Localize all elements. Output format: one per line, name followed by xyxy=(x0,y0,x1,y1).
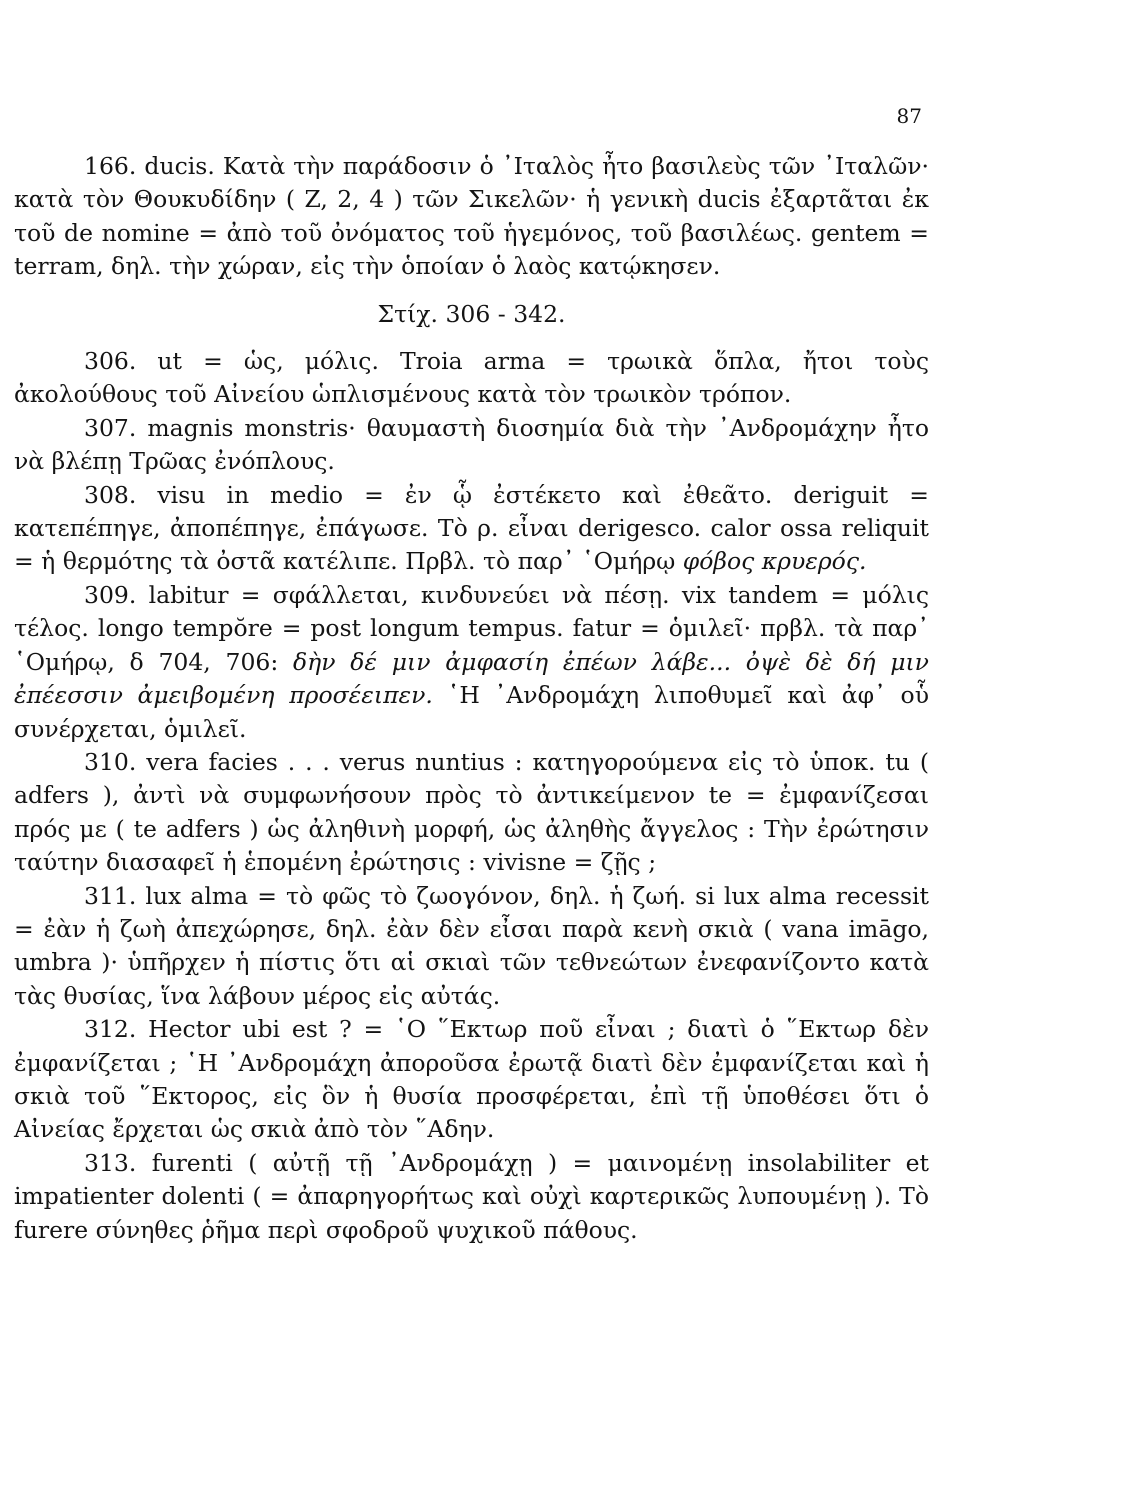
note-308 xyxy=(14,479,929,579)
page-number: 87 xyxy=(896,104,922,128)
note-310: 310. vera facies . . . verus nuntius : κατηγορούμενα εἰς τὸ ὑποκ. tu ( adfers ), ἀντὶ νὰ συμφωνήσουν πρὸς τὸ ἀντικείμενον te = ἐμφανίζεσαι πρός με ( te adfers ) ὡς ἀληθινὴ μορφή, ὡς ἀληθὴς ἄγγελος : Τὴν ἐρώτησιν ταύτην διασαφεῖ ἡ ἑπομένη ἐρώτησις : vivisne = ζῇς ; xyxy=(14,747,929,877)
note-311: 311. lux alma = τὸ φῶς τὸ ζωογόνον, δηλ. ἡ ζωή. si lux alma recessit = ἐὰν ἡ ζωὴ ἀπεχώρησε, δηλ. ἐὰν δὲν εἶσαι παρὰ κενὴ σκιὰ ( vana imāgo, umbra )· ὑπῆρχεν ἡ πίστις ὅτι αἱ σκιαὶ τῶν τεθνεώτων ἐνεφανίζοντο κατὰ τὰς θυσίας, ἵνα λάβουν μέρος εἰς αὐτάς. xyxy=(14,881,929,1010)
commentary-body xyxy=(14,150,929,1247)
note-307: 307. magnis monstris· θαυμαστὴ διοσημία διὰ τὴν ᾿Ανδρομάχην ἦτο νὰ βλέπῃ Τρῶας ἐνόπλους. xyxy=(14,413,929,476)
note-308-quote: φόβος κρυερός. xyxy=(682,547,867,576)
note-166: 166. ducis. Κατὰ τὴν παράδοσιν ὁ ᾿Ιταλὸς ἦτο βασιλεὺς τῶν ᾿Ιταλῶν· κατὰ τὸν Θουκυδίδην ( Z, 2, 4 ) τῶν Σικελῶν· ἡ γενικὴ ducis ἐξαρτᾶται ἐκ τοῦ de nomine = ἀπὸ τοῦ ὀνόματος τοῦ ἡγεμόνος, τοῦ βασιλέως. gentem = terram, δηλ. τὴν χώραν, εἰς τὴν ὁποίαν ὁ λαὸς κατῴκησεν. xyxy=(14,152,929,281)
note-309-tail: ῾Η ᾿Ανδρομάχη λιποθυμεῖ καὶ ἀφ᾿ οὗ συνέρχεται, ὁμιλεῖ. xyxy=(14,681,929,743)
note-309-quote: δὴν δέ μιν ἀμφασίη ἐπέων λάβε... ὀψὲ δὲ δή μιν ἐπέεσσιν ἀμειβομένη προσέειπεν. xyxy=(14,647,929,710)
note-313: 313. furenti ( αὐτῇ τῇ ᾿Ανδρομάχῃ ) = μαινομένῃ insolabiliter et impatienter dolenti ( = ἀπαρηγορήτως καὶ οὐχὶ καρτερικῶς λυπουμένῃ ). Τὸ furere σύνηθες ῥῆμα περὶ σφοδροῦ ψυχικοῦ πάθους. xyxy=(14,1148,929,1244)
section-heading: Στίχ. 306 - 342. xyxy=(377,299,566,328)
note-309 xyxy=(14,579,929,746)
note-312: 312. Hector ubi est ? = ῾Ο ῞Εκτωρ ποῦ εἶναι ; διατὶ ὁ ῞Εκτωρ δὲν ἐμφανίζεται ; ῾Η ᾿Ανδρομάχη ἀποροῦσα ἐρωτᾷ διατὶ δὲν ἐμφανίζεται καὶ ἡ σκιὰ τοῦ ῞Εκτορος, εἰς ὃν ἡ θυσία προσφέρεται, ἐπὶ τῇ ὑποθέσει ὅτι ὁ Αἰνείας ἔρχεται ὡς σκιὰ ἀπὸ τὸν ῞Αδην. xyxy=(14,1015,929,1144)
note-306: 306. ut = ὡς, μόλις. Troia arma = τρωικὰ ὅπλα, ἤτοι τοὺς ἀκολούθους τοῦ Αἰνείου ὡπλισμένους κατὰ τὸν τρωικὸν τρόπον. xyxy=(14,347,929,409)
note-309-text: 309. labitur = σφάλλεται, κινδυνεύει νὰ πέσῃ. vix tandem = μόλις τέλος. longo tempŏre = post longum tempus. fatur = ὁμιλεῖ· πρβλ. τὰ παρ᾿ ῾Ομήρῳ, δ 704, 706: xyxy=(14,580,929,676)
note-308-text: 308. visu in medio = ἐν ᾧ ἐστέκετο καὶ ἐθεᾶτο. deriguit = κατεπέπηγε, ἀποπέπηγε, ἐπάγωσε. Τὸ ρ. εἶναι derigesco. calor ossa reliquit = ἡ θερμότης τὰ ὀστᾶ κατέλιπε. Πρβλ. τὸ παρ᾿ ῾Ομήρῳ xyxy=(14,480,929,576)
